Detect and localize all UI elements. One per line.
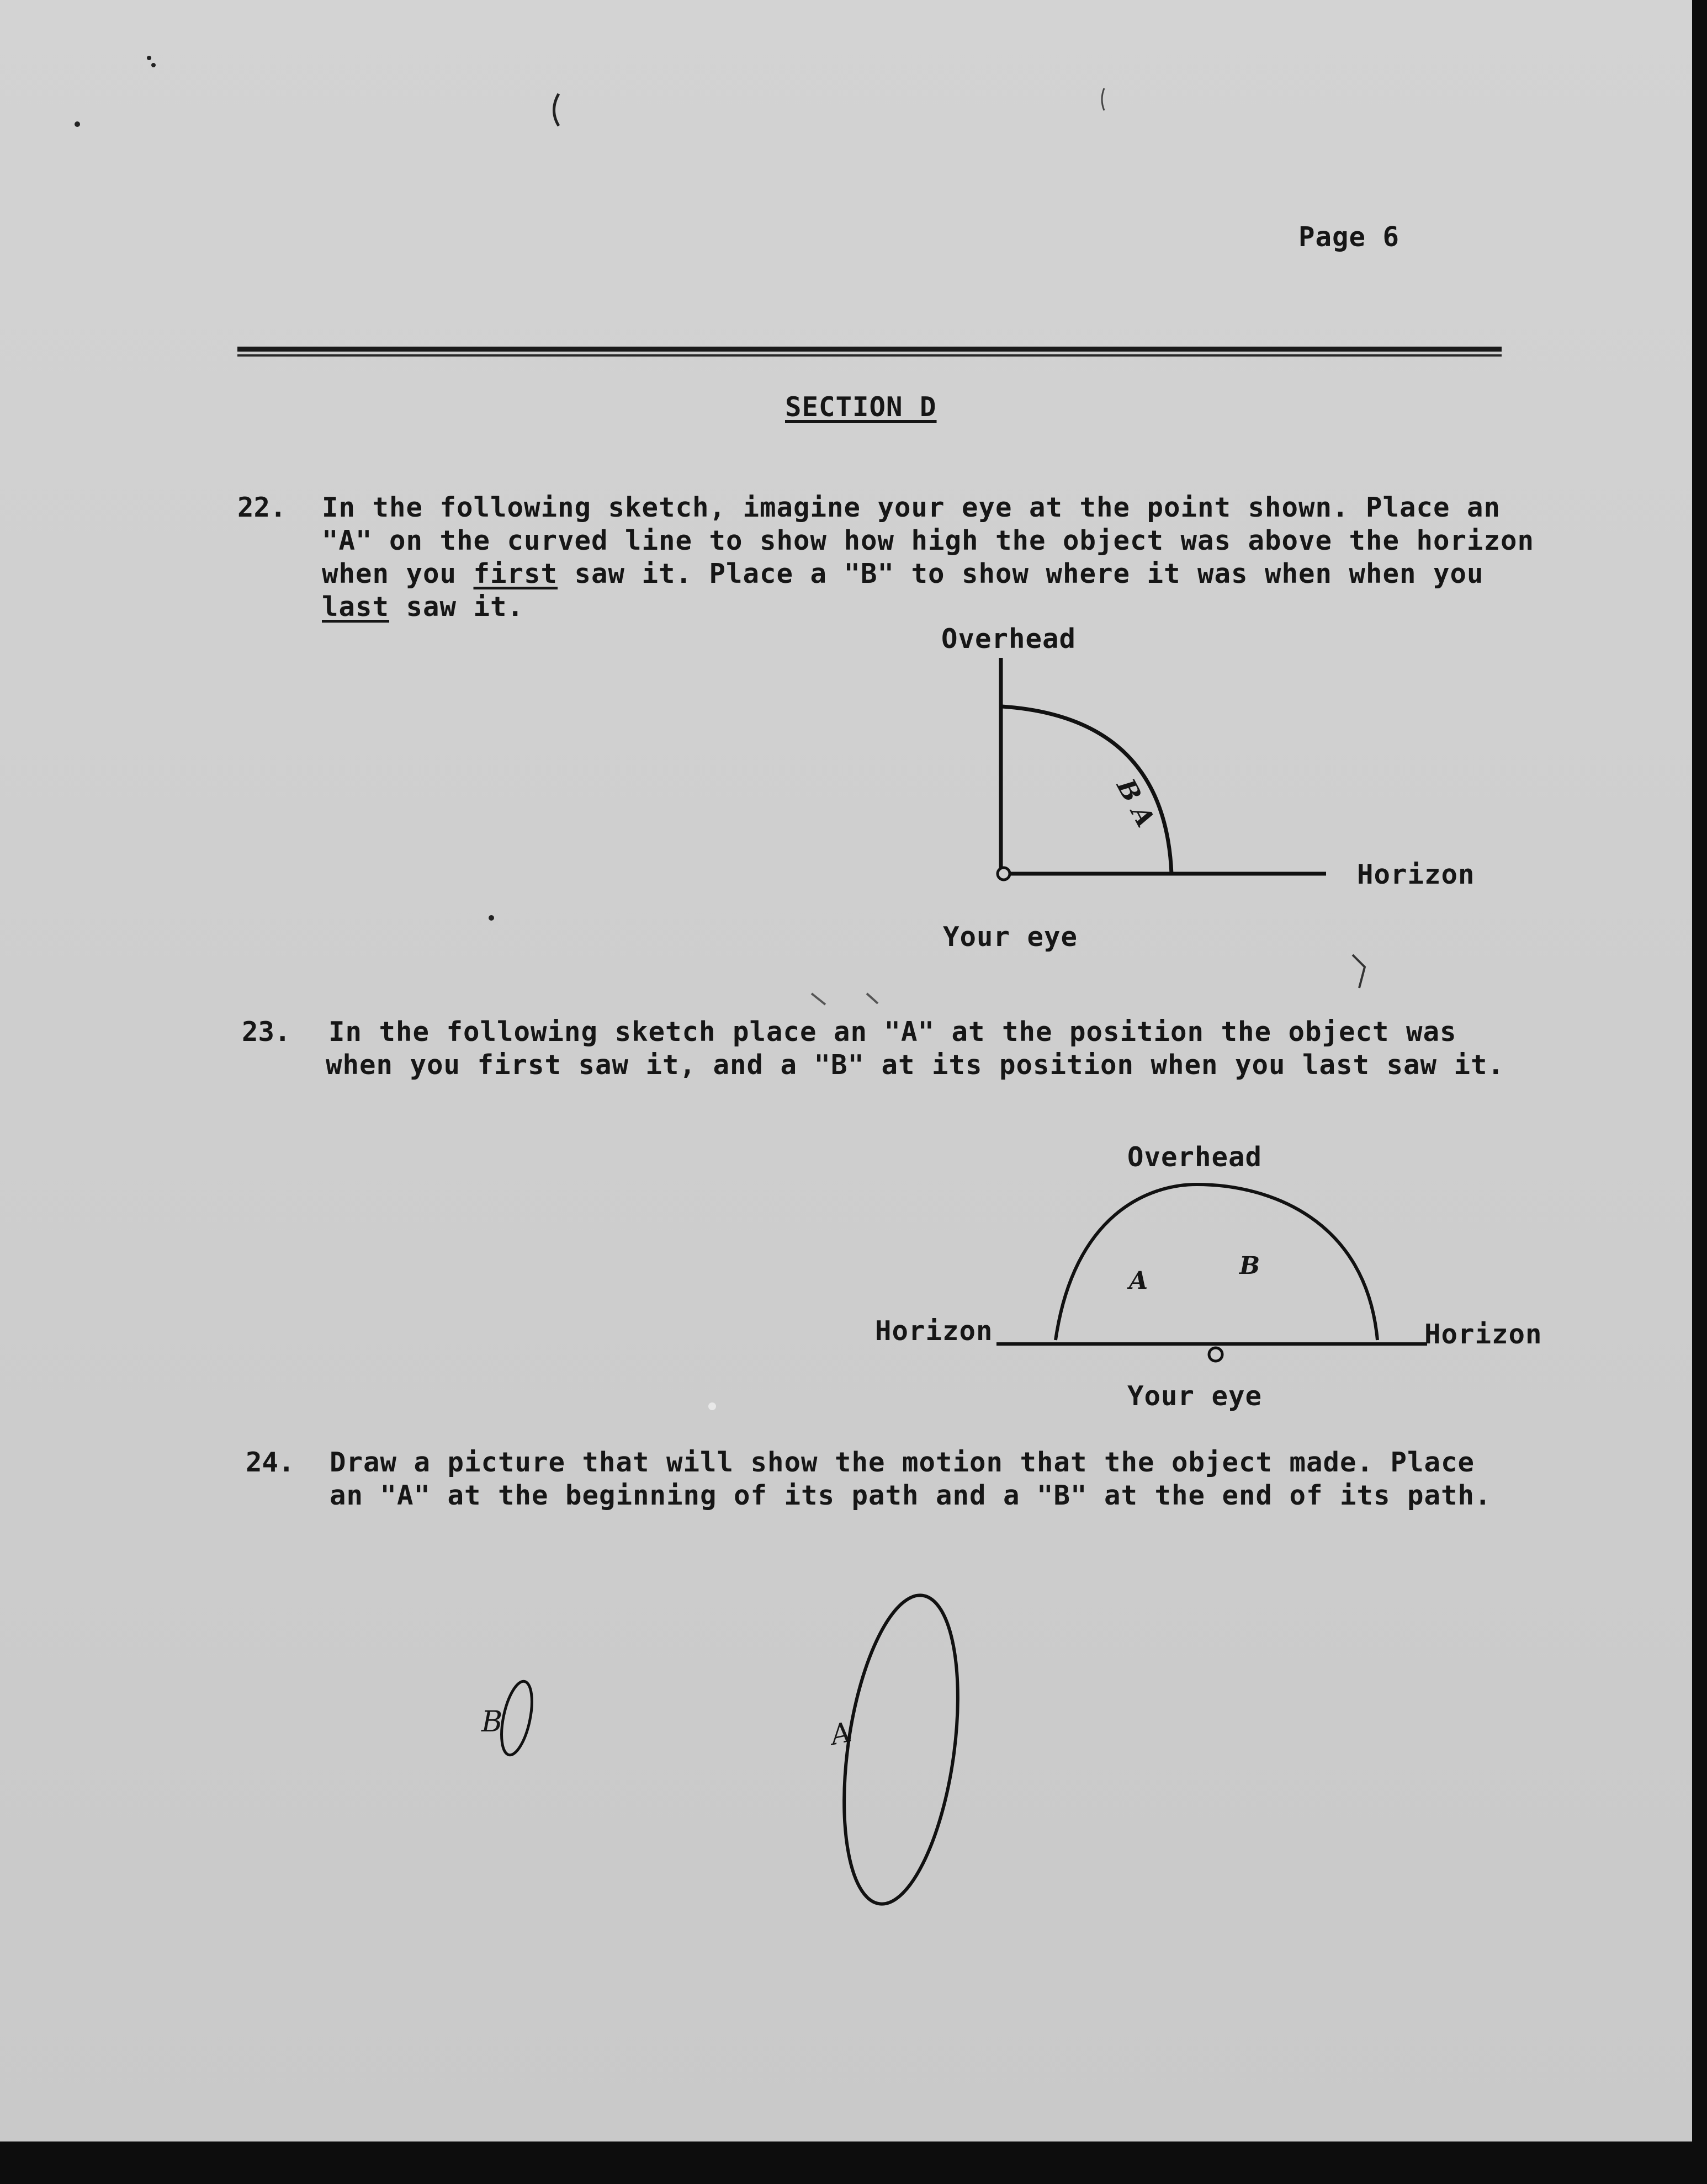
q22-eye-label: Your eye (943, 921, 1078, 953)
q23-eye-point (1209, 1348, 1222, 1361)
question-22-line-3-rest: saw it. Place a "B" to show where it was when when you (558, 558, 1484, 589)
q23-overhead-label: Overhead (1127, 1141, 1263, 1173)
q23-horizon-left-label: Horizon (875, 1315, 993, 1347)
q23-sky-arc (1056, 1184, 1377, 1340)
scan-mark-paren-faint (1102, 88, 1104, 110)
q22-handwritten-marks: B A (1111, 774, 1161, 832)
q24-handwritten-a: A (828, 1715, 854, 1752)
question-24-line-2: an "A" at the beginning of its path and a "B" at the end of its path. (330, 1480, 1492, 1511)
q22-overhead-label: Overhead (941, 623, 1077, 655)
question-22-number: 22. (237, 492, 287, 523)
scan-speck (151, 63, 156, 67)
q24-motion-loop (827, 1588, 976, 1911)
question-22-line-1: In the following sketch, imagine your eye at the point shown. Place an (322, 492, 1501, 523)
question-24-line-1: Draw a picture that will show the motion that the object made. Place (330, 1447, 1475, 1478)
scan-speck (75, 121, 80, 127)
question-22-first-emphasis: first (473, 558, 558, 589)
scan-speck (708, 1402, 716, 1410)
section-title: SECTION D (785, 391, 937, 423)
scan-mark-paren (554, 94, 559, 126)
question-22-line-2: "A" on the curved line to show how high the object was above the horizon (322, 525, 1535, 556)
q23-handwritten-b: B (1239, 1252, 1260, 1280)
question-23-number: 23. (242, 1016, 291, 1048)
question-22-last-emphasis: last (322, 591, 390, 623)
scan-mark (812, 993, 878, 1005)
question-24-number: 24. (246, 1447, 295, 1478)
q22-horizon-label: Horizon (1357, 859, 1475, 890)
scan-mark (1353, 955, 1365, 988)
q23-eye-label: Your eye (1127, 1380, 1263, 1412)
question-23-line-1: In the following sketch place an "A" at the position the object was (328, 1016, 1457, 1048)
q22-eye-point (998, 868, 1010, 880)
question-22-line-3-text: when you (322, 558, 474, 589)
scan-speck (147, 56, 151, 60)
q23-handwritten-a: A (1129, 1267, 1148, 1295)
q23-horizon-right-label: Horizon (1424, 1319, 1542, 1350)
page-number: Page 6 (1298, 221, 1400, 253)
scan-speck (489, 915, 494, 921)
question-22-line-4-rest: saw it. (389, 591, 524, 623)
q24-handwritten-b: B (481, 1705, 503, 1739)
question-23-line-2: when you first saw it, and a "B" at its position when you last saw it. (326, 1049, 1505, 1081)
q22-sky-arc (1002, 706, 1171, 874)
q24-small-loop (496, 1678, 537, 1757)
